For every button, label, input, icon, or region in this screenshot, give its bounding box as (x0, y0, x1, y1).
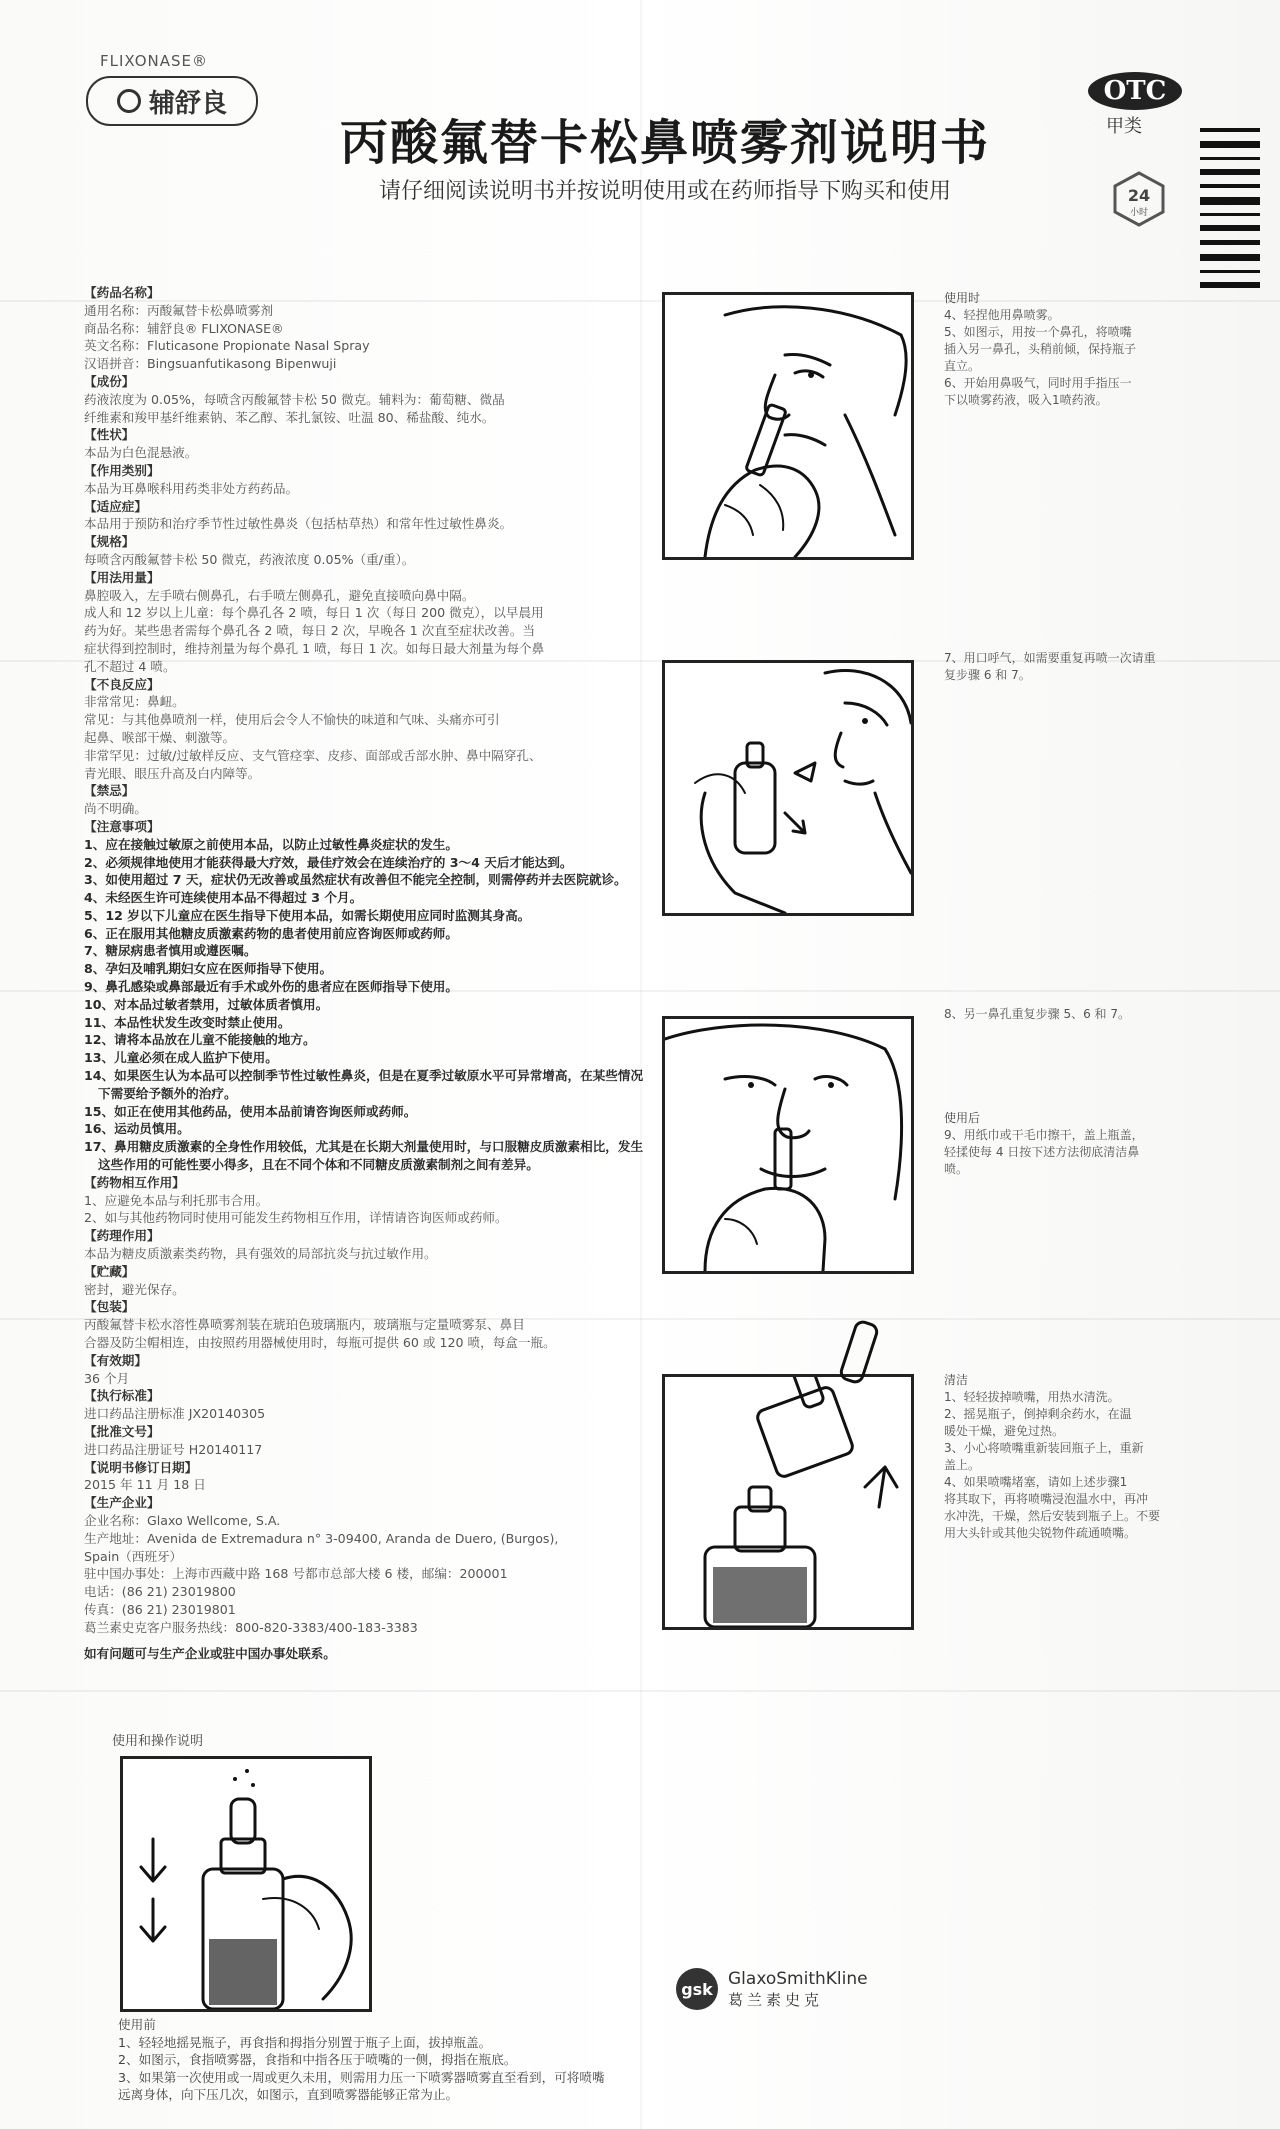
note-line: 3、小心将喷嘴重新装回瓶子上，重新 (944, 1441, 1144, 1455)
text-line: 本品为糖皮质激素类药物，具有强效的局部抗炎与抗过敏作用。 (84, 1246, 437, 1262)
shaking-bottle-icon (123, 1759, 369, 2009)
info-section (84, 782, 644, 818)
text-line: 企业名称：Glaxo Wellcome, S.A. (84, 1512, 281, 1528)
info-section (84, 1494, 644, 1636)
text-line: 葛兰素史克客户服务热线：800-820-3383/400-183-3383 (84, 1619, 418, 1635)
precaution-item: 2、必须规律地使用才能获得最大疗效，最佳疗效会在连续治疗的 3～4 天后才能达到。 (84, 854, 573, 870)
section-heading: 【有效期】 (84, 1352, 147, 1368)
info-section (84, 426, 644, 462)
gsk-logo-icon: gsk (676, 1968, 718, 2010)
nozzle-removal-icon (665, 1377, 911, 1627)
precaution-item: 14、如果医生认为本品可以控制季节性过敏性鼻炎，但是在夏季过敏原水平可异常增高，在某些情况下需要给予额外的治疗。 (84, 1068, 644, 1101)
text-line: 本品为耳鼻喉科用药类非处方药药品。 (84, 480, 299, 496)
precaution-item: 13、儿童必须在成人监护下使用。 (84, 1050, 278, 1066)
info-section (84, 1352, 644, 1388)
info-section (84, 1227, 644, 1263)
text-line: 药液浓度为 0.05%，每喷含丙酸氟替卡松 50 微克。辅料为：葡萄糖、微晶 (84, 391, 505, 407)
text-line: 进口药品注册标准 JX20140305 (84, 1406, 266, 1422)
section-heading: 【包装】 (84, 1299, 135, 1315)
info-section (84, 498, 644, 534)
info-section (84, 1459, 644, 1495)
note-line: 暖处干燥，避免过热。 (944, 1424, 1065, 1438)
section-heading: 【批准文号】 (84, 1424, 160, 1439)
text-line: 生产地址：Avenida de Extremadura n° 3-09400, Aranda de Duero, (Burgos), (84, 1530, 559, 1546)
note-line: 直立。 (944, 359, 981, 373)
precaution-item: 8、孕妇及哺乳期妇女应在医师指导下使用。 (84, 961, 333, 977)
note-line: 4、轻捏他用鼻喷雾。 (944, 308, 1060, 322)
note-line: 将其取下，再将喷嘴浸泡温水中，再冲 (944, 1492, 1149, 1506)
text-line: 起鼻、喉部干燥、刺激等。 (84, 729, 236, 745)
badge-number: 24 (1127, 186, 1151, 205)
note-line: 4、如果喷嘴堵塞，请如上述步骤1 (944, 1475, 1128, 1489)
step-illustration-exhale (662, 660, 914, 916)
operation-illustration (120, 1756, 372, 2012)
text-line: 2015 年 11 月 18 日 (84, 1477, 206, 1493)
gsk-branding (676, 1968, 868, 2010)
precaution-item: 17、鼻用糖皮质激素的全身性作用较低，尤其是在长期大剂量使用时，与口服糖皮质激素相比，发生这些作用的可能性要小得多，且在不同个体和不同糖皮质激素制剂之间有差异。 (84, 1139, 644, 1173)
info-section (84, 1174, 644, 1227)
before-use-notes (118, 2016, 638, 2104)
text-line: 驻中国办事处：上海市西藏中路 168 号都市总部大楼 6 楼，邮编：200001 (84, 1566, 508, 1582)
precaution-item: 7、糖尿病患者慎用或遵医嘱。 (84, 943, 257, 959)
note-line: 2、如图示，食指喷雾器，食指和中指各压于喷嘴的一侧，拇指在瓶底。 (118, 2052, 517, 2067)
text-line: 青光眼、眼压升高及白内障等。 (84, 765, 261, 781)
note-heading: 使用前 (118, 2017, 156, 2032)
text-line: 鼻腔吸入，左手喷右侧鼻孔，右手喷左侧鼻孔，避免直接喷向鼻中隔。 (84, 587, 475, 603)
brand-ring-icon (117, 89, 141, 113)
barcode-icon (1200, 128, 1260, 288)
page-subtitle: 请仔细阅读说明书并按说明使用或在药师指导下购买和使用 (378, 179, 951, 204)
after-use-note (944, 1110, 1194, 1178)
brand-logo (86, 76, 258, 126)
note-line: 6、开始用鼻吸气，同时用手指压一 (944, 376, 1132, 390)
step-illustration-other-nostril (662, 1016, 914, 1274)
note-line: 9、用纸巾或干毛巾擦干，盖上瓶盖， (944, 1128, 1144, 1142)
otc-class-label: 甲类 (1106, 116, 1142, 137)
note-line: 1、轻轻拔掉喷嘴，用热水清洗。 (944, 1390, 1120, 1404)
operation-label: 使用和操作说明 (112, 1734, 204, 1749)
text-line: 电话：(86 21) 23019800 (84, 1584, 236, 1600)
step-8-note (944, 1006, 1194, 1023)
info-section (84, 676, 644, 783)
note-line: 1、轻轻地摇晃瓶子，再食指和拇指分别置于瓶子上面，拔掉瓶盖。 (118, 2034, 492, 2050)
otc-badge: OTC (1088, 72, 1182, 110)
info-section (84, 569, 644, 676)
text-line: 密封，避光保存。 (84, 1281, 185, 1297)
text-line: 进口药品注册证号 H20140117 (84, 1441, 263, 1457)
info-section (84, 1263, 644, 1299)
note-line: 2、摇晃瓶子，倒掉剩余药水，在温 (944, 1407, 1132, 1421)
precaution-item: 16、运动员慎用。 (84, 1121, 190, 1137)
step-7-note (944, 650, 1194, 684)
text-line: 丙酸氟替卡松水溶性鼻喷雾剂装在琥珀色玻璃瓶内，玻璃瓶与定量喷雾泵、鼻目 (84, 1317, 525, 1333)
note-line: 8、另一鼻孔重复步骤 5、6 和 7。 (944, 1007, 1130, 1021)
note-line: 用大头针或其他尖锐物件疏通喷嘴。 (944, 1526, 1137, 1540)
section-heading: 【注意事项】 (84, 818, 160, 834)
precaution-item: 5、12 岁以下儿童应在医生指导下使用本品，如需长期使用应同时监测其身高。 (84, 907, 531, 923)
precaution-item: 9、鼻孔感染或鼻部最近有手术或外伤的患者应在医师指导下使用。 (84, 979, 458, 995)
text-line: 本品用于预防和治疗季节性过敏性鼻炎（包括枯草热）和常年性过敏性鼻炎。 (84, 516, 513, 532)
note-line: 下以喷雾药液，吸入1喷药液。 (944, 393, 1108, 407)
note-line: 水冲洗，干燥，然后安装到瓶子上。不要 (944, 1509, 1161, 1523)
text-line: 药为好。某些患者需每个鼻孔各 2 喷，每日 2 次，早晚各 1 次直至症状改善。当 (84, 623, 536, 639)
section-heading: 【规格】 (84, 534, 135, 550)
text-line: 36 个月 (84, 1370, 130, 1386)
text-line: 常见：与其他鼻喷剂一样，使用后会令人不愉快的味道和气味、头痛亦可引 (84, 712, 500, 728)
section-heading: 【性状】 (84, 427, 135, 443)
note-line: 7、用口呼气，如需要重复再喷一次请重 (944, 651, 1156, 665)
note-heading: 使用后 (944, 1111, 981, 1125)
step-illustration-spray (662, 292, 914, 560)
note-line: 5、如图示，用按一个鼻孔，将喷嘴 (944, 325, 1132, 339)
note-line: 复步骤 6 和 7。 (944, 668, 1031, 682)
text-line: 成人和 12 岁以上儿童：每个鼻孔各 2 喷，每日 1 次（每日 200 微克），以早晨用 (84, 605, 544, 621)
precaution-item: 10、对本品过敏者禁用，过敏体质者慎用。 (84, 996, 329, 1012)
section-heading: 【用法用量】 (84, 569, 160, 585)
cleaning-note (944, 1372, 1194, 1542)
text-line: 2、如与其他药物同时使用可能发生药物相互作用，详情请咨询医师或药师。 (84, 1210, 508, 1226)
precaution-item: 1、应在接触过敏原之前使用本品，以防止过敏性鼻炎症状的发生。 (84, 836, 458, 852)
info-section (84, 1423, 644, 1459)
section-heading: 【生产企业】 (84, 1495, 160, 1511)
precaution-item: 15、如正在使用其他药品，使用本品前请咨询医师或药师。 (84, 1103, 417, 1119)
text-line: 症状得到控制时，维持剂量为每个鼻孔 1 喷，每日 1 次。如每日最大剂量为每个鼻 (84, 640, 545, 656)
note-line: 喷。 (944, 1162, 969, 1176)
text-line: 通用名称：丙酸氟替卡松鼻喷雾剂 (84, 302, 273, 318)
step-illustration-clean (662, 1374, 914, 1630)
text-line: 本品为白色混悬液。 (84, 445, 198, 461)
note-heading: 使用时 (944, 291, 981, 305)
badge-sub: 小时 (1129, 208, 1149, 218)
text-line: 孔不超过 4 喷。 (84, 658, 176, 674)
info-section (84, 533, 644, 569)
note-heading: 清洁 (944, 1373, 969, 1387)
page-title: 丙酸氟替卡松鼻喷雾剂说明书 (339, 115, 990, 171)
text-line: 商品名称：辅舒良® FLIXONASE® (84, 320, 284, 336)
gsk-name-cn: 葛兰素史克 (728, 1990, 824, 2009)
section-heading: 【药品名称】 (84, 285, 160, 300)
info-section (84, 462, 644, 498)
text-line: 1、应避免本品与利托那韦合用。 (84, 1192, 269, 1208)
precaution-item: 12、请将本品放在儿童不能接触的地方。 (84, 1032, 316, 1048)
section-heading: 【药物相互作用】 (84, 1174, 185, 1190)
precaution-item: 3、如使用超过 7 天，症状仍无改善或虽然症状有改善但不能完全控制，则需停药并去医院就诊。 (84, 872, 627, 888)
text-line: 合器及防尘帽相连，由按照药用器械使用时，每瓶可提供 60 或 120 喷，每盒一瓶。 (84, 1335, 556, 1351)
nozzle-tip-icon (830, 1318, 890, 1384)
section-heading: 【贮藏】 (84, 1263, 135, 1279)
info-section (84, 1387, 644, 1423)
text-line: 尚不明确。 (84, 801, 147, 817)
text-line: 英文名称：Fluticasone Propionate Nasal Spray (84, 338, 370, 354)
text-line: Spain（西班牙） (84, 1548, 183, 1564)
nose-spray-face-icon (665, 295, 911, 557)
precaution-item: 4、未经医生许可连续使用本品不得超过 3 个月。 (84, 890, 363, 906)
info-section (84, 373, 644, 426)
section-heading: 【作用类别】 (84, 462, 160, 478)
section-heading: 【说明书修订日期】 (84, 1459, 198, 1475)
exhale-face-icon (665, 663, 911, 913)
precaution-item: 6、正在服用其他糖皮质激素药物的患者使用前应咨询医师或药师。 (84, 925, 458, 941)
precautions-section (84, 818, 644, 1174)
contact-note: 如有问题可与生产企业或驻中国办事处联系。 (84, 1645, 336, 1661)
section-heading: 【适应症】 (84, 498, 147, 514)
section-heading: 【禁忌】 (84, 783, 135, 799)
section-heading: 【不良反应】 (84, 676, 160, 692)
text-line: 非常罕见：过敏/过敏样反应、支气管痉挛、皮疹、面部或舌部水肿、鼻中隔穿孔、 (84, 747, 542, 763)
section-heading: 【药理作用】 (84, 1228, 160, 1244)
note-line: 插入另一鼻孔，头稍前倾，保持瓶子 (944, 342, 1137, 356)
24-hour-badge-icon (1110, 170, 1168, 228)
steps-4-to-6-note (944, 290, 1194, 409)
precaution-item: 11、本品性状发生改变时禁止使用。 (84, 1014, 291, 1030)
info-section (84, 1298, 644, 1351)
text-line: 汉语拼音：Bingsuanfutikasong Bipenwuji (84, 356, 337, 372)
note-line: 盖上。 (944, 1458, 981, 1472)
brand-english: FLIXONASE® (100, 52, 209, 70)
section-heading: 【执行标准】 (84, 1388, 160, 1404)
brand-chinese: 辅舒良 (148, 88, 227, 119)
gsk-name-en: GlaxoSmithKline (728, 1968, 868, 1989)
text-line: 每喷含丙酸氟替卡松 50 微克，药液浓度 0.05%（重/重）。 (84, 551, 415, 567)
info-section (84, 284, 644, 373)
text-line: 纤维素和羧甲基纤维素钠、苯乙醇、苯扎氯铵、吐温 80、稀盐酸、纯水。 (84, 409, 495, 425)
other-nostril-face-icon (665, 1019, 911, 1271)
text-line: 传真：(86 21) 23019801 (84, 1601, 236, 1617)
instructions-text (84, 284, 644, 1662)
section-heading: 【成份】 (84, 373, 135, 389)
text-line: 非常常见：鼻衄。 (84, 694, 185, 710)
note-line: 轻揉使每 4 日按下述方法彻底清洁鼻 (944, 1145, 1140, 1159)
note-line: 3、如果第一次使用或一周或更久未用，则需用力压一下喷雾器喷雾直至看到，可将喷嘴 (118, 2069, 605, 2085)
note-line: 远离身体，向下压几次，如图示，直到喷雾器能够正常为止。 (118, 2087, 459, 2102)
